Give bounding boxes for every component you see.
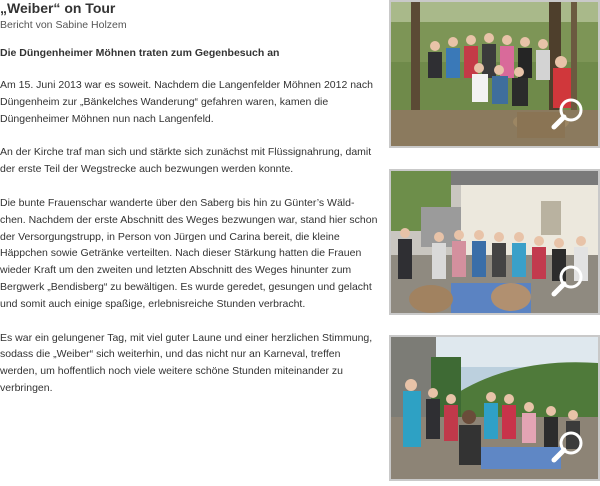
magnifier-icon[interactable]	[548, 427, 588, 467]
magnifier-icon[interactable]	[548, 94, 588, 134]
article-paragraph: Am 15. Juni 2013 war es soweit. Nachdem die Langenfelder Möhnen 2012 nach Düngenheim zur „Bänkelches Wanderung“ gefahren waren, kamen die Düngenheimer Möhnen nun nach Langenfeld.	[0, 79, 373, 125]
article-byline: Bericht von Sabine Holzem	[0, 19, 127, 31]
article-headline: Die Düngenheimer Möhnen traten zum Gegenbesuch an	[0, 47, 280, 59]
gallery-photo-2[interactable]	[389, 169, 600, 315]
article-paragraph: Es war ein gelungener Tag, mit viel guter Laune und einer herzlichen Stimmung, sodass die „Weiber“ sich weiterhin, und das nicht nur an Karneval, treffen werden, um hoffentlich noch viele weitere schöne Stunden miteinander zu verbringen.	[0, 331, 373, 394]
article-paragraph: Die bunte Frauenschar wanderte über den Saberg bis hin zu Günter’s Wäld-chen. Nachdem der erste Abschnitt des Weges bezwungen war, stand hier schon der Versorgungstrupp, in Person von Jürgen und Carina bereit, die kleine Häppchen sowie Getränke verteilten. Nach dieser Stärkung hatten die Frauen wieder Kraft um den zweiten und letzten Abschnitt des Weges hinunter zum Bergwerk „Bendisberg“ zu bewältigen. Es wurde geredet, gesungen und gelacht und somit auch einige spaßige, erlebnisreiche Stunden verbracht.	[0, 196, 378, 310]
gallery-photo-3[interactable]	[389, 335, 600, 481]
gallery-photo-1[interactable]	[389, 0, 600, 148]
article-title: „Weiber“ on Tour	[0, 0, 116, 16]
magnifier-icon[interactable]	[548, 261, 588, 301]
article-paragraph: An der Kirche traf man sich und stärkte sich zunächst mit Flüssignahrung, damit der erste Teil der Wegstrecke auch bezwungen werden konnte.	[0, 146, 372, 176]
